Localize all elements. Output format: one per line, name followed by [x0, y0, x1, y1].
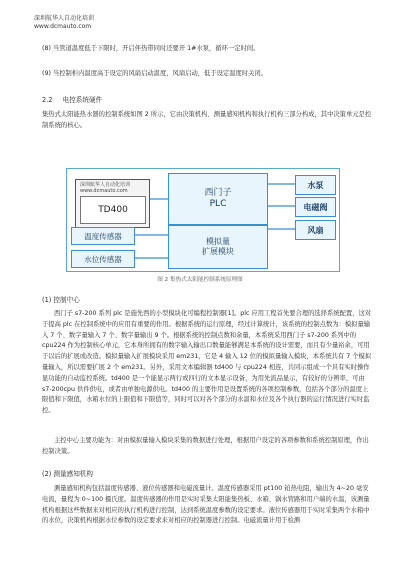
- header-line-2: www.dcmauto.com: [34, 23, 92, 30]
- hmi-watermark-line-1: 深圳航华人自动化培训: [80, 182, 131, 188]
- control-system-diagram: [66, 168, 340, 272]
- hmi-panel: [75, 179, 150, 228]
- analog-module-box: 模拟量 扩展模块: [168, 225, 268, 269]
- list-item-8: (8) 当管道温度低于下限时，开启伴热带同时还要开 1#水泵，循环一定时间。: [42, 45, 260, 52]
- hmi-label: TD400: [80, 196, 146, 224]
- paragraph-control-center: 西门子 s7-200 系列 plc 是施先西的小型模块化可编程控制器[1]。plc 应用工程首先要合理的选择系统配置，这对于提高 plc 在控制系统中的应用有重要的作用。根据系统的运行原理，经过计算统计，该系统的控制点数为：模拟量输入 7 个、数字量输入 7 个、数字量输出 9 个。根据系统的控制点数和余量，本系统采用西门子 s7-200 系列中的 cpu224 作为控制核心单元，它本身所拥有的数字输入输出口数量能够满足本系统的设计需要，而且有少量裕余，可用于以后的扩展或改造。模拟量输入扩展模块采用 em231，它是 4 输入 12 位的模拟量输入模块，本系统共有 7 个模拟量输入，所以需要扩展 2 个 em231。另外，采用文本编辑器 td400 与 cpu224 相连，共同示组成一个具有实时操作显功能的自动监控系统。td400 是一个能显示两行或四行的文本显示设备，为用先流品显示，有较好的分辨率，可由 s7-200cpu 供件供电，或者由单独电源供电。td400 的主要作用是设置系统的各项控制参数，包括各个部分的温度上限值和下限值，水箱水位的上限值和下限值等，同时可以对各个部分的水温和水位及各个执行器的运行情况进行实时监控。: [42, 310, 372, 415]
- subsection-heading-control-center: (1) 控制中心: [42, 296, 80, 304]
- section-heading: [42, 94, 102, 104]
- pump-box: 水泵: [295, 175, 336, 195]
- figure-caption: 图 2 集热式太阳能控制系统原理图: [157, 277, 243, 283]
- intro-paragraph: 集热式太阳能热水器的控制系统如图 2 所示，它由决策机构、测量感知机构和执行机构三部分构成，其中决策单元是控制系统的核心。: [42, 111, 372, 129]
- paragraph-sensing: 测量感知机构包括温度传感器、液位传感器和电磁流量计。温度传感器采用 pt100 铂热电阻，输出为 4~20 毫安电流，量程为 0~100 摄氏度。温度传感器的作用是实时采集太阳能集热板、水箱、锅水管路和用户端的水温，该测量机构根据这些数据来对相应的执行机构进行控制，达到系统温度参数的设定要求。液位传感器用于实时采集两个水箱中的水位，决策机构根据水位参数的设定要求来对相应的控制器进行控制。电磁流量计用于检测: [42, 485, 370, 525]
- paragraph-main-function: 主控中心主要功能为：对由模拟量输入模块采集的数据进行处理，根据用户设定的各项参数和系统控制原理，作出控制决策。: [42, 437, 369, 455]
- plc-box: 西门子 PLC: [168, 173, 268, 225]
- section-title: 电控系统硬件: [62, 96, 103, 104]
- header-line-1: 深圳航华人自动化培训: [34, 15, 95, 22]
- page-header: [34, 15, 94, 31]
- temperature-sensor-box: 温度传感器: [71, 227, 135, 245]
- level-sensor-box: 水位传感器: [71, 250, 135, 268]
- section-number: 2.2: [42, 96, 53, 104]
- hmi-watermark: [80, 182, 130, 194]
- subsection-heading-sensing: (2) 测量感知机构: [42, 470, 93, 478]
- list-item-9: (9) 当控制柜内温度高于设定的风扇启动温度，风扇启动，低于设定温度时关闭。: [42, 70, 268, 77]
- fan-box: 风扇: [295, 220, 336, 240]
- hmi-watermark-line-2: www.dcmauto.com: [80, 188, 128, 194]
- solenoid-valve-box: 电磁阀: [295, 197, 336, 217]
